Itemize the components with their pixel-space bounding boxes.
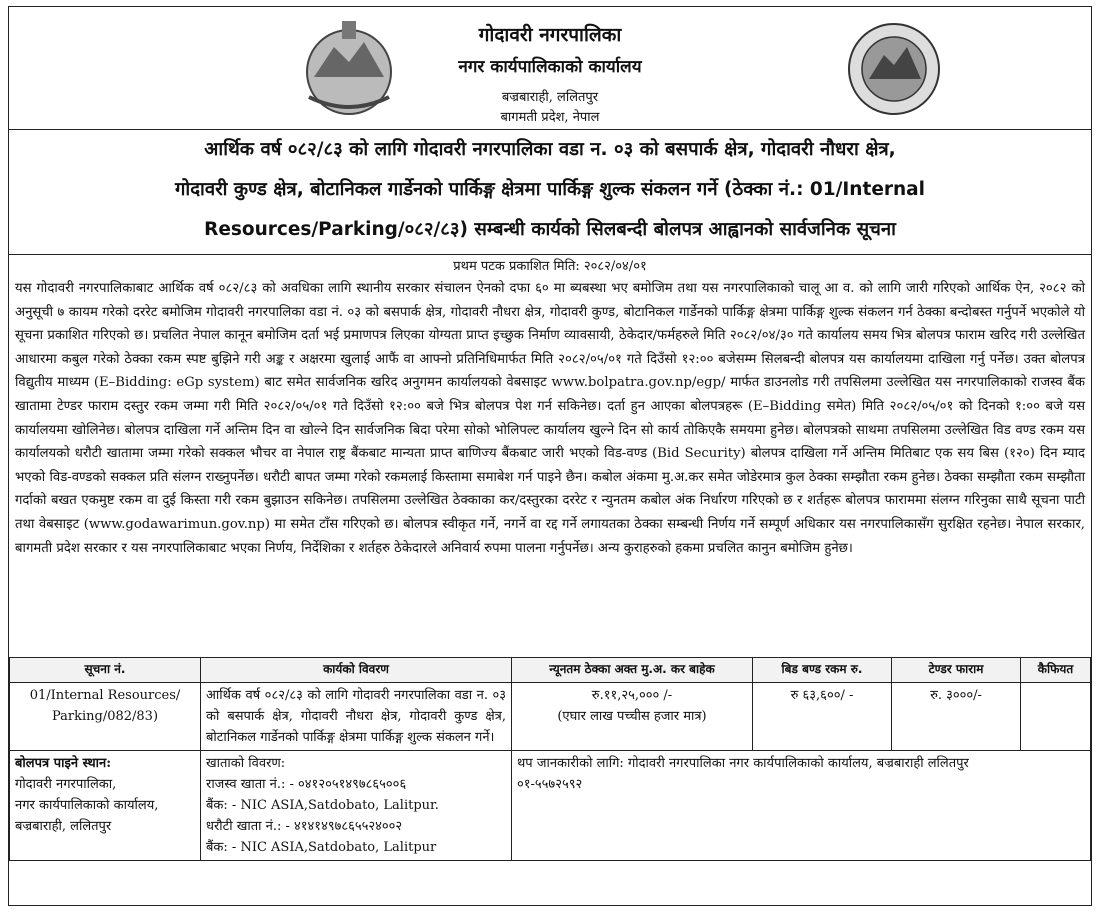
header <box>9 7 1091 129</box>
col-remarks: कैफियत <box>1021 658 1091 683</box>
contact-phone: ०१-५५७२५९२ <box>517 777 583 792</box>
min-amount-cell <box>512 683 753 751</box>
col-notice-no: सूचना नं. <box>10 658 201 683</box>
publication-date: प्रथम पटक प्रकाशित मिति: २०८२/०४/०१ <box>453 259 647 274</box>
min-amount-words: (एघार लाख पच्चीस हजार मात्र) <box>557 709 707 724</box>
notice-frame <box>8 6 1092 906</box>
bid-place-line-3: बज्रबाराही, ललितपुर <box>15 819 112 834</box>
account-title: खाताको विवरण: <box>206 756 286 771</box>
tender-table <box>9 657 1091 861</box>
contact-line-1: थप जानकारीको लागि: गोदावरी नगरपालिका नगर कार्यपालिकाको कार्यालय, बज्रबाराही ललितपुर <box>517 756 969 771</box>
bid-place-line-1: गोदावरी नगरपालिका, <box>15 777 117 792</box>
notice-no-cell: 01/Internal Resources/ Parking/082/83) <box>10 683 201 751</box>
col-min-amount: न्यूनतम ठेक्का अक्त मु.अ. कर बाहेक <box>512 658 753 683</box>
bank-1: बैंक: - NIC ASIA,Satdobato, Lalitpur. <box>206 798 439 813</box>
title-line-2: गोदावरी कुण्ड क्षेत्र, बोटानिकल गार्डेनको पार्किङ्ग क्षेत्रमा पार्किङ्ग शुल्क संकलन गर्ने (ठेक्का नं.: 01/Internal <box>175 179 925 200</box>
col-description: कार्यको विवरण <box>201 658 512 683</box>
title-line-3: Resources/Parking/०८२/८३) सम्बन्धी कार्यको सिलबन्दी बोलपत्र आह्वानको सार्वजनिक सूचना <box>204 219 896 240</box>
tender-form-cell: रु. ३०००/- <box>892 683 1021 751</box>
org-name: गोदावरी नगरपालिका <box>478 24 622 46</box>
contact-cell <box>512 751 1091 861</box>
col-tender-form: टेण्डर फाराम <box>892 658 1021 683</box>
remarks-cell <box>1021 683 1091 751</box>
table-header-row <box>10 658 1091 683</box>
office-name: नगर कार्यपालिकाको कार्यालय <box>458 57 642 77</box>
title-line-1: आर्थिक वर्ष ०८२/८३ को लागि गोदावरी नगरपालिका वडा न. ०३ को बसपार्क क्षेत्र, गोदावरी नौधरा क्षेत्र, <box>204 139 896 160</box>
notice-title <box>9 129 1091 255</box>
table-row <box>10 683 1091 751</box>
table-footer-row <box>10 751 1091 861</box>
account-details-cell <box>201 751 512 861</box>
bid-place-cell <box>10 751 201 861</box>
revenue-account: राजस्व खाता नं.: - ०४१२०५१४९७८६५००६ <box>206 777 407 792</box>
deposit-account: धरौटी खाता नं.: - ४१४१४९७८६५५२४००२ <box>206 819 403 834</box>
address-line-1: बज्रबाराही, ललितपुर <box>501 90 599 105</box>
description-cell: आर्थिक वर्ष ०८२/८३ को लागि गोदावरी नगरपालिका वडा न. ०३ को बसपार्क क्षेत्र, गोदावरी नौधरा क्षेत्र, गोदावरी कुण्ड क्षेत्र, बोटानिकल गार्डेनको पार्किङ्ग क्षेत्रमा पार्किङ्ग शुल्क संकलन गर्ने। <box>201 683 512 751</box>
min-amount: रु.११,२५,००० /- <box>591 688 673 703</box>
bid-place-label: बोलपत्र पाइने स्थान: <box>15 756 112 771</box>
col-bid-bond: बिड बण्ड रकम रु. <box>753 658 892 683</box>
notice-body: यस गोदावरी नगरपालिकाबाट आर्थिक वर्ष ०८२/८३ को अवधिका लागि स्थानीय सरकार संचालन ऐनको दफा ६० मा ब्यबस्था भए बमोजिम तथा यस नगरपालिकाको चालू आ व. को लागि जारी गरिएको आर्थिक ऐन, २०८२ को अनुसूची ७ कायम गरेको दररेट बमोजिम गोदावरी नगरपालिका वडा नं. ०३ को बसपार्क क्षेत्र, गोदावरी नौधरा क्षेत्र, गोदावरी कुण्ड, बोटानिकल गार्डेनको पार्किङ्ग क्षेत्रमा पार्किङ्ग शुल्क संकलन गर्न ठेक्का बन्दोबस्त गर्नुपर्ने भएकोले यो सूचना प्रकाशित गरिएको छ। प्रचलित नेपाल कानून बमोजिम दर्ता भई प्रमाणपत्र लिएका योग्यता प्राप्त इच्छुक निर्माण व्यावसायी, ठेकेदार/फर्महरुले मिति २०८२/०४/३० गते कार्यालय समय भित्र बोलपत्र फाराम खरिद गरी उल्लेखित आधारमा कबुल गरेको ठेक्का रकम स्पष्ट बुझिने गरी अङ्क र अक्षरमा खुलाई आफैं वा आफ्नो प्रतिनिधिमार्फत मिति २०८२/०५/०१ गते दिउँसो १२:०० बजेसम्म सिलबन्दी बोलपत्र यस कार्यालयमा दाखिला गर्नु पर्नेछ। उक्त बोलपत्र विद्युतीय माध्यम (E–Bidding: eGp system) बाट समेत सार्वजनिक खरिद अनुगमन कार्यालयको वेबसाइट www.bolpatra.gov.np/egp/ मार्फत डाउनलोड गरी तपसिलमा उल्लेखित यस नगरपालिकाको राजस्व बैंक खातामा टेण्डर फाराम दस्तुर रकम जम्मा गरी मिति २०८२/०५/०१ गते दिउँसो १२:०० बजे भित्र बोलपत्र पेश गर्न सकिनेछ। दर्ता हुन आएका बोलपत्रहरू (E–Bidding समेत) मिति २०८२/०५/०१ को दिनको १:०० बजे यस कार्यालयमा खोलिनेछ। बोलपत्र दाखिला गर्ने अन्तिम दिन वा खोल्ने दिन सार्वजनिक बिदा परेमा सोको भोलिपल्ट कार्यालय खुल्ने दिन सो कार्य तोकिएकै समयमा हुनेछ। बोलपत्रको साथमा तपसिलमा उल्लेखित विड वण्ड रकम यस कार्यालयको धरौटी खातामा जम्मा गरेको सक्कल भौचर वा नेपाल राष्ट्र बैंकबाट मान्यता प्राप्त बाणिज्य बैंकबाट जारी भएको विड-वण्ड (Bid Security) बोलपत्र दाखिला गर्ने अन्तिम मितिबाट एक सय बिस (१२०) दिन म्याद भएको विड-वण्डको सक्कल प्रति संलग्न राख्नुपर्नेछ। धरौटी बापत जम्मा गरेको रकमलाई किस्तामा समाबेश गर्न पाइने छैन। कबोल अंकमा मु.अ.कर समेत जोडेरमात्र कुल ठेक्का सम्झौता रकम हुनेछ। ठेक्का सम्झौता रकम सम्झौता गर्दाको बखत एकमुष्ट रकम वा दुई किस्ता गरी रकम बुझाउन सकिनेछ। तपसिलमा उल्लेखित ठेक्काका कर/दस्तुरका दररेट र न्युनतम कबोल अंक निर्धारण गरिएको छ र शर्तहरू बोलपत्र फाराममा संलग्न गरिनुका साथै सूचना पाटी तथा वेबसाइट (www.godawarimun.gov.np) मा समेत टाँस गरिएको छ। बोलपत्र स्वीकृत गर्ने, नगर्ने वा रद्द गर्ने लगायतका ठेक्का सम्बन्धी निर्णय गर्ने सम्पूर्ण अधिकार यस नगरपालिकासँग सुरक्षित रहनेछ। नेपाल सरकार, बागमती प्रदेश सरकार र यस नगरपालिकाबाट भएका निर्णय, निर्देशिका र शर्तहरु ठेकेदारले अनिवार्य रुपमा पालना गर्नुपर्नेछ। अन्य कुराहरुको हकमा प्रचलित कानुन बमोजिम हुनेछ। <box>15 281 1085 556</box>
address-line-2: बागमती प्रदेश, नेपाल <box>500 110 600 125</box>
bid-place-line-2: नगर कार्यपालिकाको कार्यालय, <box>15 798 159 813</box>
bank-2: बैंक: - NIC ASIA,Satdobato, Lalitpur <box>206 840 437 855</box>
bid-bond-cell: रु ६३,६००/ - <box>753 683 892 751</box>
